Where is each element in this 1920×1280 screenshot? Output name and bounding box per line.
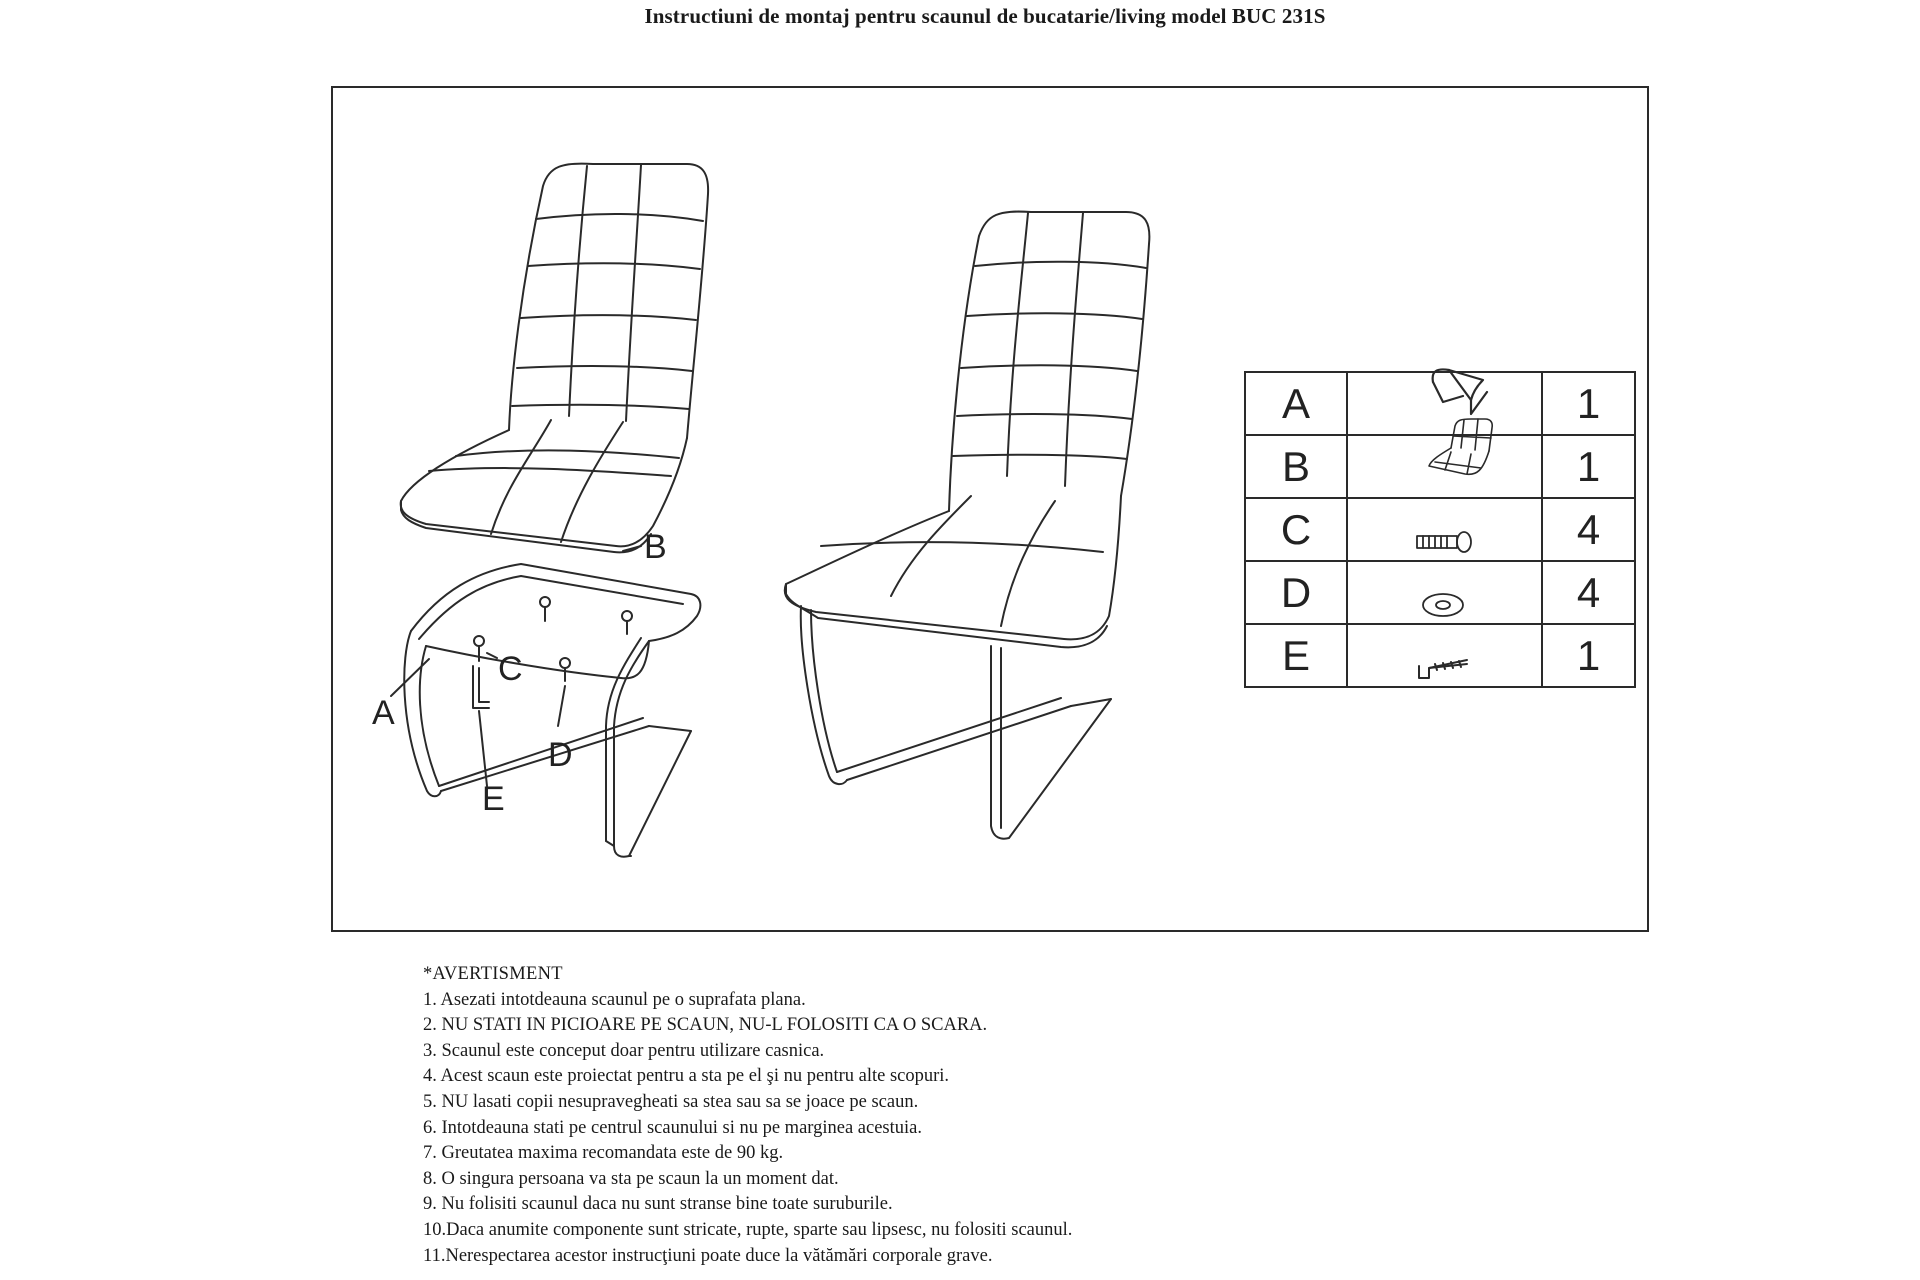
warning-item: 10.Daca anumite componente sunt stricate, rupte, sparte sau lipsesc, nu folositi scaunul. [423, 1219, 1073, 1240]
callout-e: E [482, 780, 505, 818]
callout-c: C [498, 650, 523, 688]
assembled-chair-drawing [785, 212, 1150, 839]
part-letter: C [1245, 498, 1347, 561]
warning-item: 3. Scaunul este conceput doar pentru utilizare casnica. [423, 1040, 825, 1061]
part-icon-cell [1347, 624, 1542, 687]
table-row [1245, 498, 1635, 561]
part-icon-cell [1347, 498, 1542, 561]
part-icon-cell [1347, 435, 1542, 498]
warning-item: 6. Intotdeauna stati pe centrul scaunului si nu pe marginea acestuia. [423, 1117, 922, 1138]
table-row [1245, 435, 1635, 498]
warning-item: 1. Asezati intotdeauna scaunul pe o suprafata plana. [423, 989, 806, 1010]
frame-a-drawing [391, 546, 700, 857]
warning-item: 2. NU STATI IN PICIOARE PE SCAUN, NU-L FOLOSITI CA O SCARA. [423, 1015, 988, 1036]
part-icon-cell [1347, 561, 1542, 624]
warning-item: 8. O singura persoana va sta pe scaun la un moment dat. [423, 1168, 839, 1189]
seat-b-drawing [401, 164, 708, 553]
part-icon-cell [1347, 372, 1542, 435]
part-qty: 1 [1542, 435, 1635, 498]
part-letter: E [1245, 624, 1347, 687]
part-qty: 4 [1542, 498, 1635, 561]
warning-item: 5. NU lasati copii nesupravegheati sa stea sau sa se joace pe scaun. [423, 1091, 919, 1112]
table-row [1245, 624, 1635, 687]
callout-d: D [548, 736, 573, 774]
part-letter: B [1245, 435, 1347, 498]
warning-item: 9. Nu folisiti scaunul daca nu sunt stranse bine toate suruburile. [423, 1194, 893, 1215]
part-qty: 1 [1542, 624, 1635, 687]
warning-item: 4. Acest scaun este proiectat pentru a sta pe el şi nu pentru alte scopuri. [423, 1066, 950, 1087]
warning-item: 11.Nerespectarea acestor instrucţiuni poate duce la vătămări corporale grave. [423, 1245, 993, 1266]
part-qty: 4 [1542, 561, 1635, 624]
table-row [1245, 561, 1635, 624]
warning-item: 7. Greutatea maxima recomandata este de 90 kg. [423, 1143, 784, 1164]
page-title: Instructiuni de montaj pentru scaunul de bucatarie/living model BUC 231S [644, 4, 1326, 28]
warning-section [423, 962, 1072, 1269]
part-qty: 1 [1542, 372, 1635, 435]
callout-b: B [644, 528, 667, 566]
table-row [1245, 372, 1635, 435]
part-letter: D [1245, 561, 1347, 624]
warning-heading: *AVERTISMENT [423, 964, 563, 984]
parts-table [1244, 371, 1636, 688]
callout-a: A [372, 694, 395, 732]
part-letter: A [1245, 372, 1347, 435]
